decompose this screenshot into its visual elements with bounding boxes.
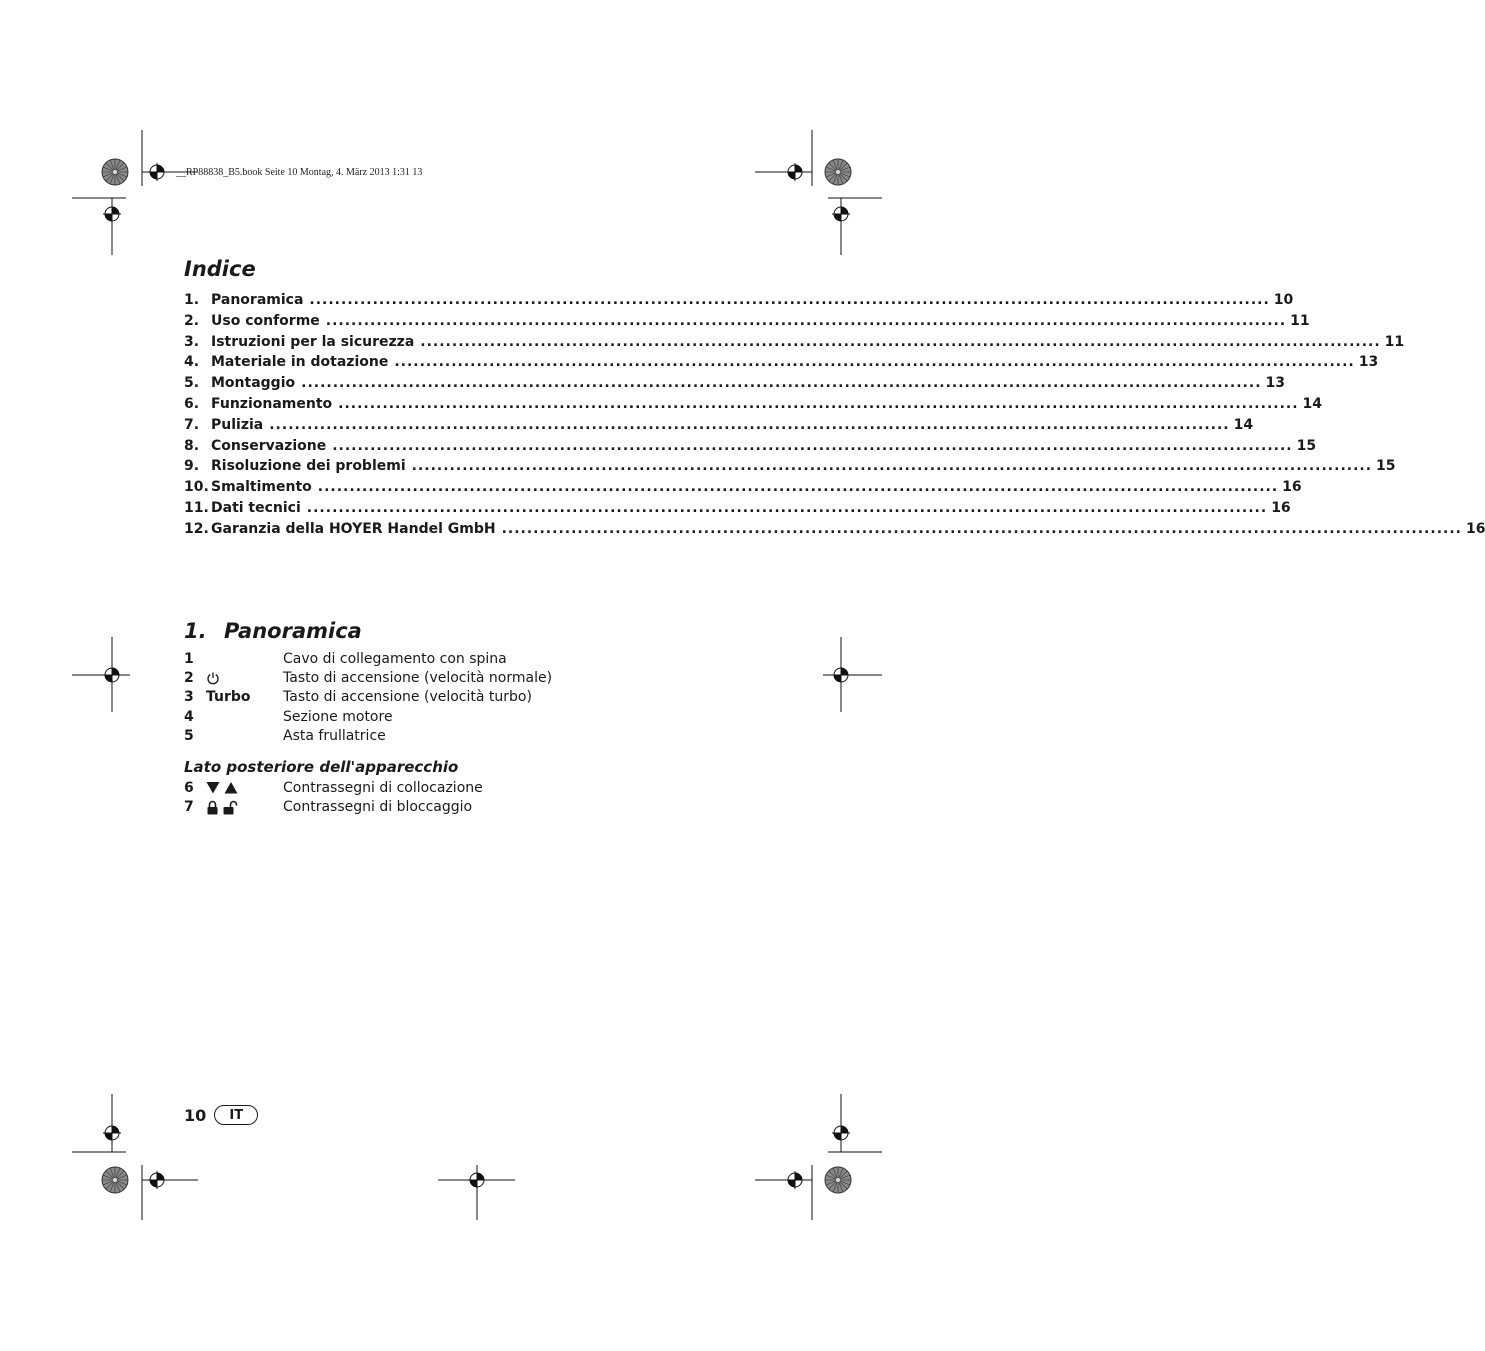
- toc-dot-leader: ........................................................................................................................................................: [325, 312, 1287, 329]
- toc-item-number: 10.: [184, 479, 209, 496]
- toc-item[interactable]: [184, 520, 1485, 542]
- lock-closed-icon: [206, 800, 219, 815]
- legend-item-number: 6: [184, 779, 194, 796]
- legend-item-text: Tasto di accensione (velocità turbo): [283, 689, 532, 706]
- triangle-up-icon: [224, 781, 238, 794]
- toc-item-label: Dati tecnici: [211, 499, 301, 516]
- legend-item-number: 5: [184, 728, 194, 745]
- registration-star-mark: [825, 1167, 851, 1193]
- legend-item-text: Contrassegni di bloccaggio: [283, 799, 473, 816]
- registration-star-mark: [102, 159, 128, 185]
- toc-item[interactable]: [184, 333, 1405, 355]
- toc-item[interactable]: [184, 395, 1323, 417]
- legend-item-number: 7: [184, 799, 194, 816]
- toc-item[interactable]: [184, 375, 1285, 396]
- legend-item-text: Tasto di accensione (velocità normale): [283, 670, 553, 687]
- toc-item-page: 11: [1290, 312, 1310, 329]
- toc-item-label: Materiale in dotazione: [211, 354, 389, 371]
- legend-item-symbol: [206, 800, 283, 815]
- toc-dot-leader: ........................................................................................................................................................: [309, 292, 1270, 308]
- toc-item-label: Smaltimento: [211, 479, 312, 496]
- legend-item: [184, 707, 744, 726]
- toc-item-number: 4.: [184, 354, 200, 371]
- legend-item-number: 4: [184, 708, 194, 725]
- toc-item-number: 7.: [184, 416, 200, 433]
- legend-item-symbol: [206, 781, 283, 794]
- legend-item: [184, 668, 744, 687]
- toc-dot-leader: ........................................................................................................................................................: [411, 458, 1373, 475]
- toc-item-label: Risoluzione dei problemi: [211, 458, 406, 475]
- toc-dot-leader: ........................................................................................................................................................: [269, 416, 1230, 433]
- toc-item[interactable]: [184, 499, 1291, 521]
- toc-dot-leader: ........................................................................................................................................................: [301, 375, 1262, 392]
- toc-item-page: 13: [1358, 354, 1379, 371]
- toc-item[interactable]: [184, 437, 1317, 459]
- toc-item-label: Garanzia della HOYER Handel GmbH: [211, 520, 496, 537]
- registration-star-mark: [825, 159, 851, 185]
- toc-item-label: Pulizia: [211, 416, 264, 433]
- page-footer: [184, 1105, 258, 1125]
- toc-item-number: 3.: [184, 333, 200, 350]
- legend-item-text: Sezione motore: [283, 708, 393, 725]
- toc-item-number: 6.: [184, 395, 200, 412]
- legend-item: [184, 778, 744, 797]
- toc-item-page: 16: [1282, 479, 1302, 496]
- toc-dot-leader: ........................................................................................................................................................: [317, 479, 1279, 496]
- toc-item-number: 2.: [184, 312, 200, 329]
- toc-dot-leader: ........................................................................................................................................................: [306, 499, 1268, 516]
- overview-title-text: Panoramica: [224, 619, 362, 643]
- toc-item[interactable]: [184, 416, 1254, 438]
- power-icon: [206, 671, 220, 685]
- toc-dot-leader: ........................................................................................................................................................: [420, 333, 1381, 350]
- toc-item-page: 10: [1273, 292, 1294, 308]
- toc-item-number: 11.: [184, 499, 209, 516]
- toc-item-page: 13: [1265, 375, 1285, 392]
- toc-item-page: 14: [1233, 416, 1254, 433]
- toc-item-label: Uso conforme: [211, 312, 320, 329]
- legend-item: [184, 727, 744, 746]
- toc-item[interactable]: [184, 479, 1302, 500]
- page-number: 10: [184, 1105, 207, 1125]
- toc-dot-leader: ........................................................................................................................................................: [332, 437, 1293, 454]
- legend-item-number: 3: [184, 689, 194, 706]
- language-badge: IT: [214, 1105, 258, 1125]
- toc-item[interactable]: [184, 458, 1396, 479]
- legend-item-symbol: Turbo: [206, 689, 251, 706]
- toc-item-number: 8.: [184, 437, 200, 454]
- toc-item-page: 15: [1296, 437, 1317, 454]
- legend-item-number: 2: [184, 670, 194, 687]
- overview-title: [184, 619, 362, 643]
- legend-item-text: Contrassegni di collocazione: [283, 779, 483, 796]
- legend-item-text: Cavo di collegamento con spina: [283, 650, 507, 667]
- toc-item[interactable]: [184, 354, 1379, 375]
- toc-item-number: 5.: [184, 375, 200, 392]
- legend-item: [184, 797, 744, 816]
- triangle-down-icon: [206, 781, 220, 794]
- toc-item[interactable]: [184, 312, 1310, 334]
- overview-title-number: 1.: [184, 619, 207, 643]
- toc-item-label: Montaggio: [211, 375, 296, 392]
- toc-item-page: 11: [1384, 333, 1405, 350]
- toc-item-label: Istruzioni per la sicurezza: [211, 333, 415, 350]
- parts-legend: [184, 649, 744, 746]
- toc-item-page: 14: [1302, 395, 1323, 412]
- toc-item-number: 9.: [184, 458, 200, 475]
- rear-legend: [184, 778, 744, 817]
- toc-title: Indice: [184, 257, 256, 281]
- toc-item-page: 16: [1465, 520, 1485, 537]
- registration-star-mark: [102, 1167, 128, 1193]
- toc-item[interactable]: [184, 292, 1294, 313]
- toc-item-page: 15: [1376, 458, 1396, 475]
- toc-item-label: Conservazione: [211, 437, 327, 454]
- legend-item-number: 1: [184, 650, 194, 667]
- toc-item-number: 12.: [184, 520, 209, 537]
- toc-item-label: Funzionamento: [211, 395, 333, 412]
- toc-item-label: Panoramica: [211, 292, 304, 308]
- legend-item: [184, 688, 744, 707]
- toc-item-number: 1.: [184, 292, 200, 308]
- legend-item-text: Asta frullatrice: [283, 728, 386, 745]
- print-header: __RP88838_B5.book Seite 10 Montag, 4. März 2013 1:31 13: [176, 167, 423, 178]
- toc-item-page: 16: [1271, 499, 1291, 516]
- lock-open-icon: [223, 800, 238, 815]
- toc-dot-leader: ........................................................................................................................................................: [338, 395, 1299, 412]
- table-of-contents: [184, 292, 1485, 542]
- legend-item: [184, 649, 744, 668]
- legend-item-symbol: [206, 671, 283, 685]
- rear-side-heading: Lato posteriore dell'apparecchio: [184, 758, 459, 776]
- toc-dot-leader: ........................................................................................................................................................: [394, 354, 1355, 371]
- toc-dot-leader: ........................................................................................................................................................: [501, 520, 1462, 537]
